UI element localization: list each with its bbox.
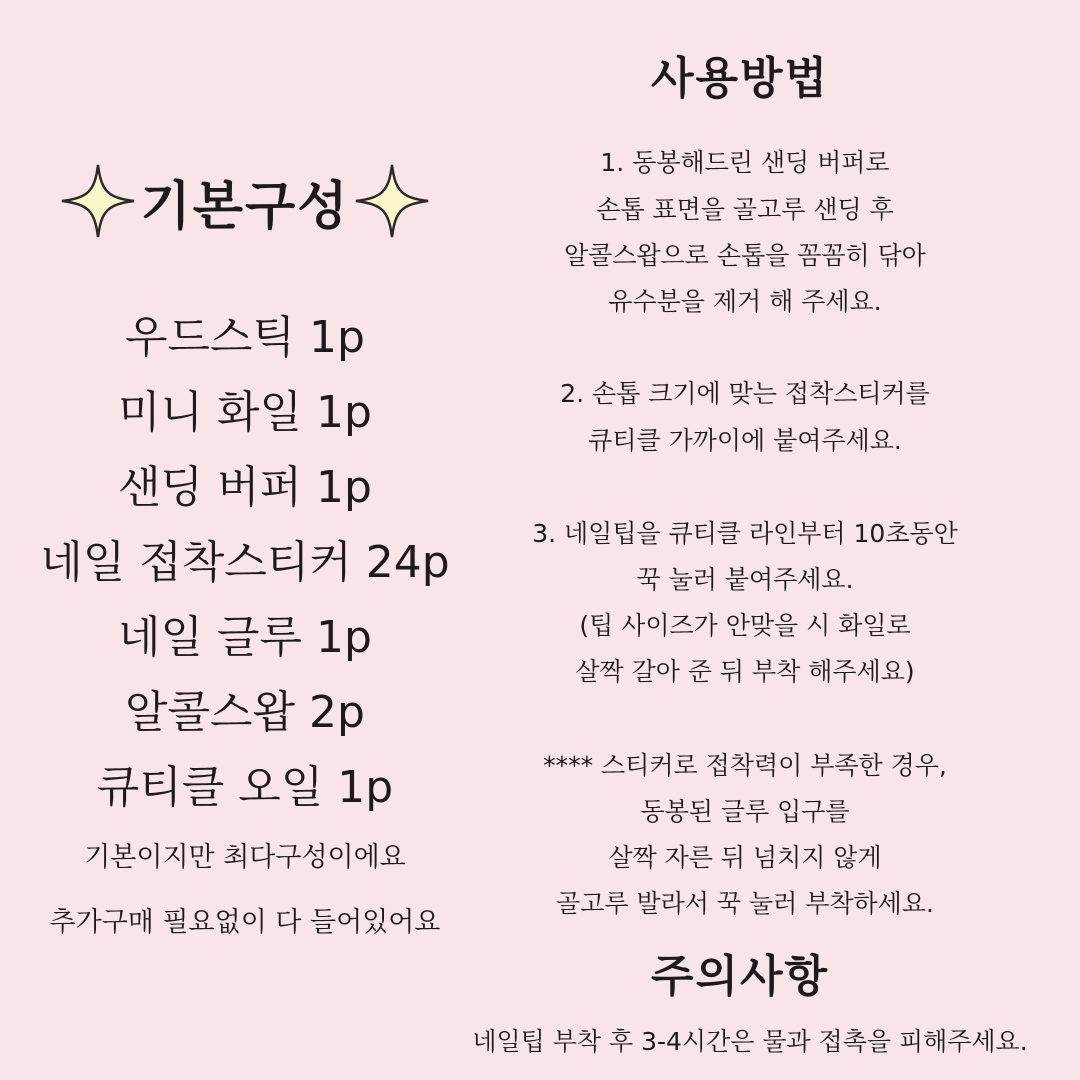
usage-line: 1. 동봉해드린 샌딩 버퍼로: [600, 148, 890, 177]
composition-note: 기본이지만 최다구성이에요: [84, 842, 406, 873]
list-item: 알콜스왑 2p: [125, 687, 365, 738]
usage-line: 2. 손톱 크기에 맞는 접착스티커를: [560, 379, 930, 408]
usage-line: 꾹 눌러 붙여주세요.: [636, 565, 854, 594]
list-item: 큐티클 오일 1p: [96, 762, 394, 813]
usage-line: 3. 네일팁을 큐티클 라인부터 10초동안: [532, 519, 958, 548]
usage-line: 살짝 갈아 준 뒤 부착 해주세요): [575, 657, 915, 686]
usage-line: 살짝 자른 뒤 넘치지 않게: [608, 843, 882, 872]
usage-line: 손톱 표면을 골고루 샌딩 후: [596, 195, 894, 224]
usage-line: 알콜스왑으로 손톱을 꼼꼼히 닦아: [564, 241, 926, 270]
basic-composition-header: [55, 160, 435, 242]
sparkle-icon: [57, 160, 139, 242]
usage-line: (팁 사이즈가 안맞을 시 화일로: [579, 611, 911, 640]
usage-heading: 사용방법: [650, 53, 829, 104]
composition-note: 추가구매 필요없이 다 들어있어요: [49, 907, 441, 938]
sparkle-icon: [351, 160, 433, 242]
list-item: 우드스틱 1p: [125, 312, 365, 363]
list-item: 네일 접착스티커 24p: [40, 537, 450, 588]
composition-list: [0, 300, 490, 825]
usage-line: 유수분을 제거 해 주세요.: [608, 287, 882, 316]
list-item: 미니 화일 1p: [118, 387, 372, 438]
usage-line: 큐티클 가까이에 붙여주세요.: [588, 426, 902, 455]
list-item: 샌딩 버퍼 1p: [118, 462, 372, 513]
caution-line: 네일팁 부착 후 3-4시간은 물과 접촉을 피해주세요.: [472, 1027, 1028, 1056]
list-item: 네일 글루 1p: [118, 612, 372, 663]
usage-line: 동봉된 글루 입구를: [640, 797, 850, 826]
basic-composition-title: 기본구성: [140, 176, 350, 237]
usage-line: 골고루 발라서 꾹 눌러 부착하세요.: [556, 889, 934, 918]
usage-line: **** 스티커로 접착력이 부족한 경우,: [543, 751, 947, 780]
caution-heading: 주의사항: [650, 951, 829, 1002]
